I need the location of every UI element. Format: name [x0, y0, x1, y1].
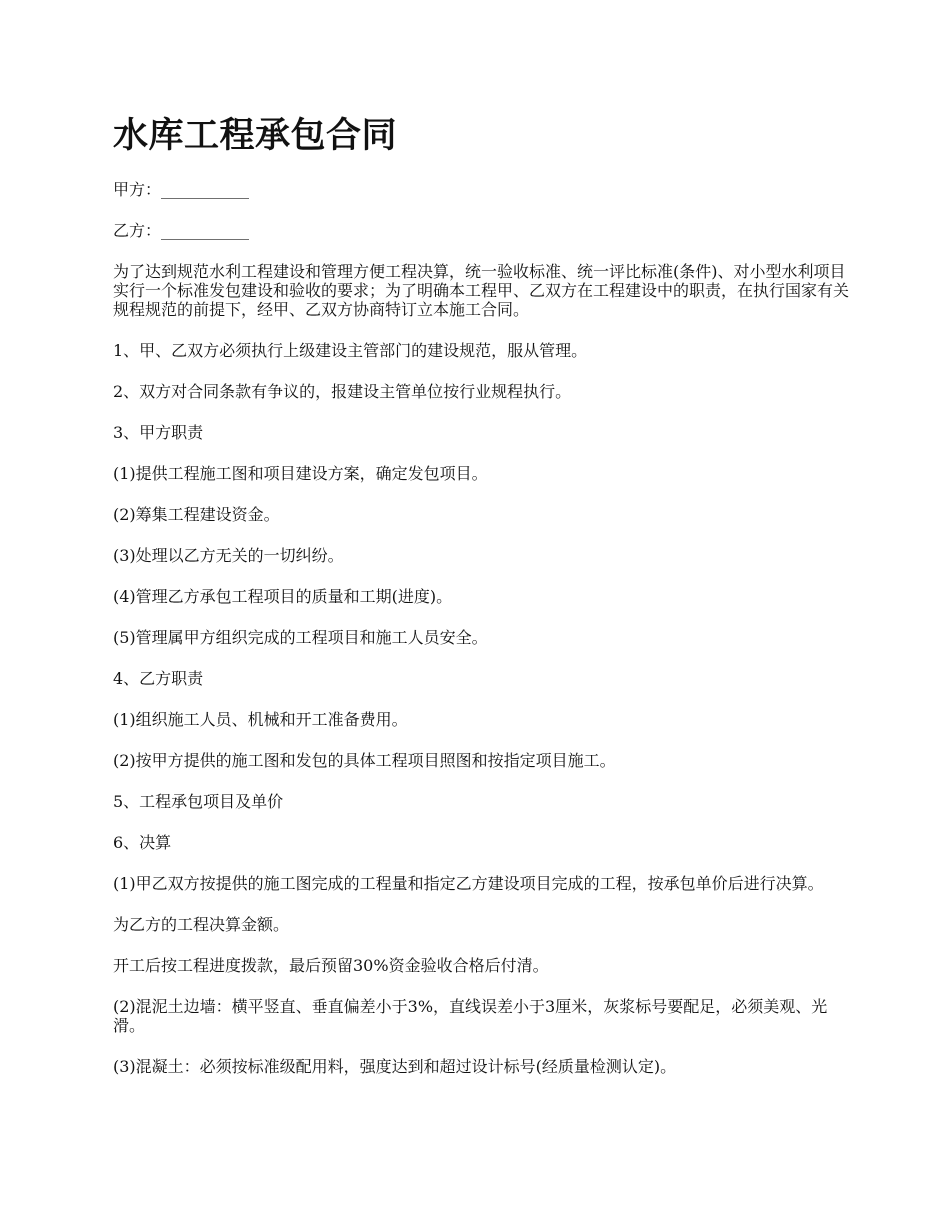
clause-4-item-1: (1)组织施工人员、机械和开工准备费用。	[113, 710, 408, 729]
clause-3-item-5: (5)管理属甲方组织完成的工程项目和施工人员安全。	[113, 628, 488, 647]
clause-3-item-2: (2)筹集工程建设资金。	[113, 505, 280, 524]
clause-6-payment-note: 开工后按工程进度拨款，最后预留30%资金验收合格后付清。	[113, 956, 549, 975]
clause-6-settlement-note: 为乙方的工程决算金额。	[113, 915, 290, 934]
party-b-line: 乙方：___________	[113, 221, 250, 240]
clause-3-heading: 3、甲方职责	[113, 423, 204, 442]
clause-1: 1、甲、乙双方必须执行上级建设主管部门的建设规范，服从管理。	[113, 341, 588, 360]
clause-6-item-1: (1)甲乙双方按提供的施工图完成的工程量和指定乙方建设项目完成的工程，按承包单价后进行决算。	[113, 874, 824, 893]
document-page	[113, 112, 853, 1098]
clause-3-item-3: (3)处理以乙方无关的一切纠纷。	[113, 546, 344, 565]
clause-6-item-2: (2)混泥土边墙：横平竖直、垂直偏差小于3%，直线误差小于3厘米，灰浆标号要配足，必须美观、光滑。	[113, 997, 828, 1035]
party-a-line: 甲方：___________	[113, 180, 250, 199]
clause-6-item-3: (3)混凝土：必须按标准级配用料，强度达到和超过设计标号(经质量检测认定)。	[113, 1057, 677, 1076]
clause-3-item-4: (4)管理乙方承包工程项目的质量和工期(进度)。	[113, 587, 453, 606]
clause-4-item-2: (2)按甲方提供的施工图和发包的具体工程项目照图和按指定项目施工。	[113, 751, 616, 770]
preamble-paragraph: 为了达到规范水利工程建设和管理方便工程决算，统一验收标准、统一评比标准(条件)、对小型水利项目实行一个标准发包建设和验收的要求；为了明确本工程甲、乙双方在工程建设中的职责，在执行国家有关规程规范的前提下，经甲、乙双方协商特订立本施工合同。	[113, 262, 850, 319]
clause-3-item-1: (1)提供工程施工图和项目建设方案，确定发包项目。	[113, 464, 488, 483]
clause-5-heading: 5、工程承包项目及单价	[113, 792, 284, 811]
clause-6-heading: 6、决算	[113, 833, 172, 852]
clause-2: 2、双方对合同条款有争议的，报建设主管单位按行业规程执行。	[113, 382, 572, 401]
clause-4-heading: 4、乙方职责	[113, 669, 204, 688]
document-title: 水库工程承包合同	[113, 115, 398, 156]
